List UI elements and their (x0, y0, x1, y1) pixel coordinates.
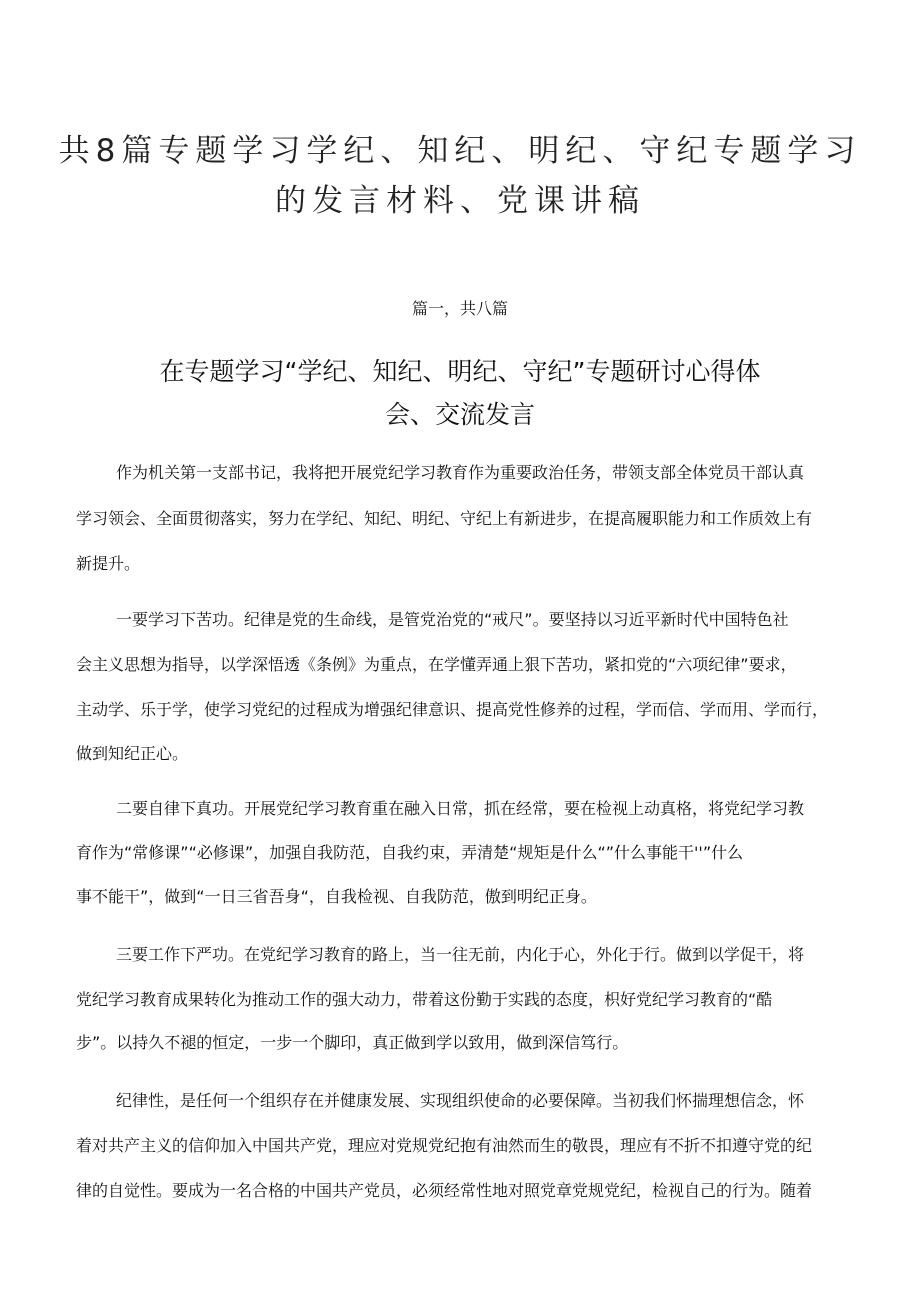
part-label: 篇一，共八篇 (411, 299, 508, 318)
paragraph-line: 育作为“常修课”“必修课”，加强自我防范，自我约束，弄清楚“规矩是什么“”什么事能干''”什么 (76, 843, 744, 862)
paragraph-line: 做到知纪正心。 (76, 744, 189, 763)
paragraph-line: 事不能干”，做到“一日三省吾身“，自我检视、自我防范，傲到明纪正身。 (76, 887, 597, 906)
section-title-line-1: 在专题学习“学纪、知纪、明纪、守纪”专题研讨心得体 (159, 357, 761, 386)
document-title-line-1: 共8篇专题学习学纪、知纪、明纪、守纪专题学习 (58, 133, 862, 169)
paragraph-line: 三要工作下严功。在党纪学习教育的路上，当一往无前，内化于心，外化于行。做到以学促干，将 (116, 945, 805, 964)
paragraph-line: 党纪学习教育成果转化为推动工作的强大动力，带着这份勤于实践的态度，枳好党纪学习教育的“酷 (76, 990, 773, 1009)
paragraph-line: 律的自觉性。要成为一名合格的中国共产党员，必须经常性地对照党章党规党纪，检视自己的行为。随着 (76, 1181, 813, 1200)
paragraph-line: 纪律性，是任何一个组织存在并健康发展、实现组织使命的必要保障。当初我们怀揣理想信念，怀 (116, 1091, 805, 1110)
paragraph-line: 着对共产主义的信仰加入中国共产党，理应对党规党纪抱有油然而生的敬畏，理应有不折不扣遵守党的纪 (76, 1136, 813, 1155)
paragraph-line: 学习领会、全面贯彻落实，努力在学纪、知纪、明纪、守纪上有新进步，在提高履职能力和工作质效上有 (76, 509, 813, 528)
section-title-line-2: 会、交流发言 (384, 400, 535, 429)
paragraph-line: 步”。以持久不褪的恒定，一步一个脚印，真正做到学以致用，做到深信笃行。 (76, 1033, 629, 1052)
document-title-line-2: 的发言材料、党课讲稿 (275, 183, 645, 219)
paragraph-line: 作为机关第一支部书记，我将把开展党纪学习教育作为重要政治任务，带领支部全体党员干部认真 (116, 463, 805, 482)
paragraph-line: 会主义思想为指导，以学深悟透《条例》为重点，在学懂弄通上狠下苦功，紧扣党的“六项纪律”要求， (76, 655, 797, 674)
paragraph-line: 新提升。 (76, 554, 141, 573)
paragraph-line: 主动学、乐于学，使学习党纪的过程成为增强纪律意识、提高党性修养的过程，学而信、学而用、学而行， (76, 700, 829, 719)
paragraph-line: 一要学习下苦功。纪律是党的生命线，是管党治党的“戒尺”。要坚持以习近平新时代中国特色社 (116, 610, 789, 629)
paragraph-line: 二要自律下真功。开展党纪学习教育重在融入日常，抓在经常，要在检视上动真格，将党纪学习教 (116, 799, 805, 818)
